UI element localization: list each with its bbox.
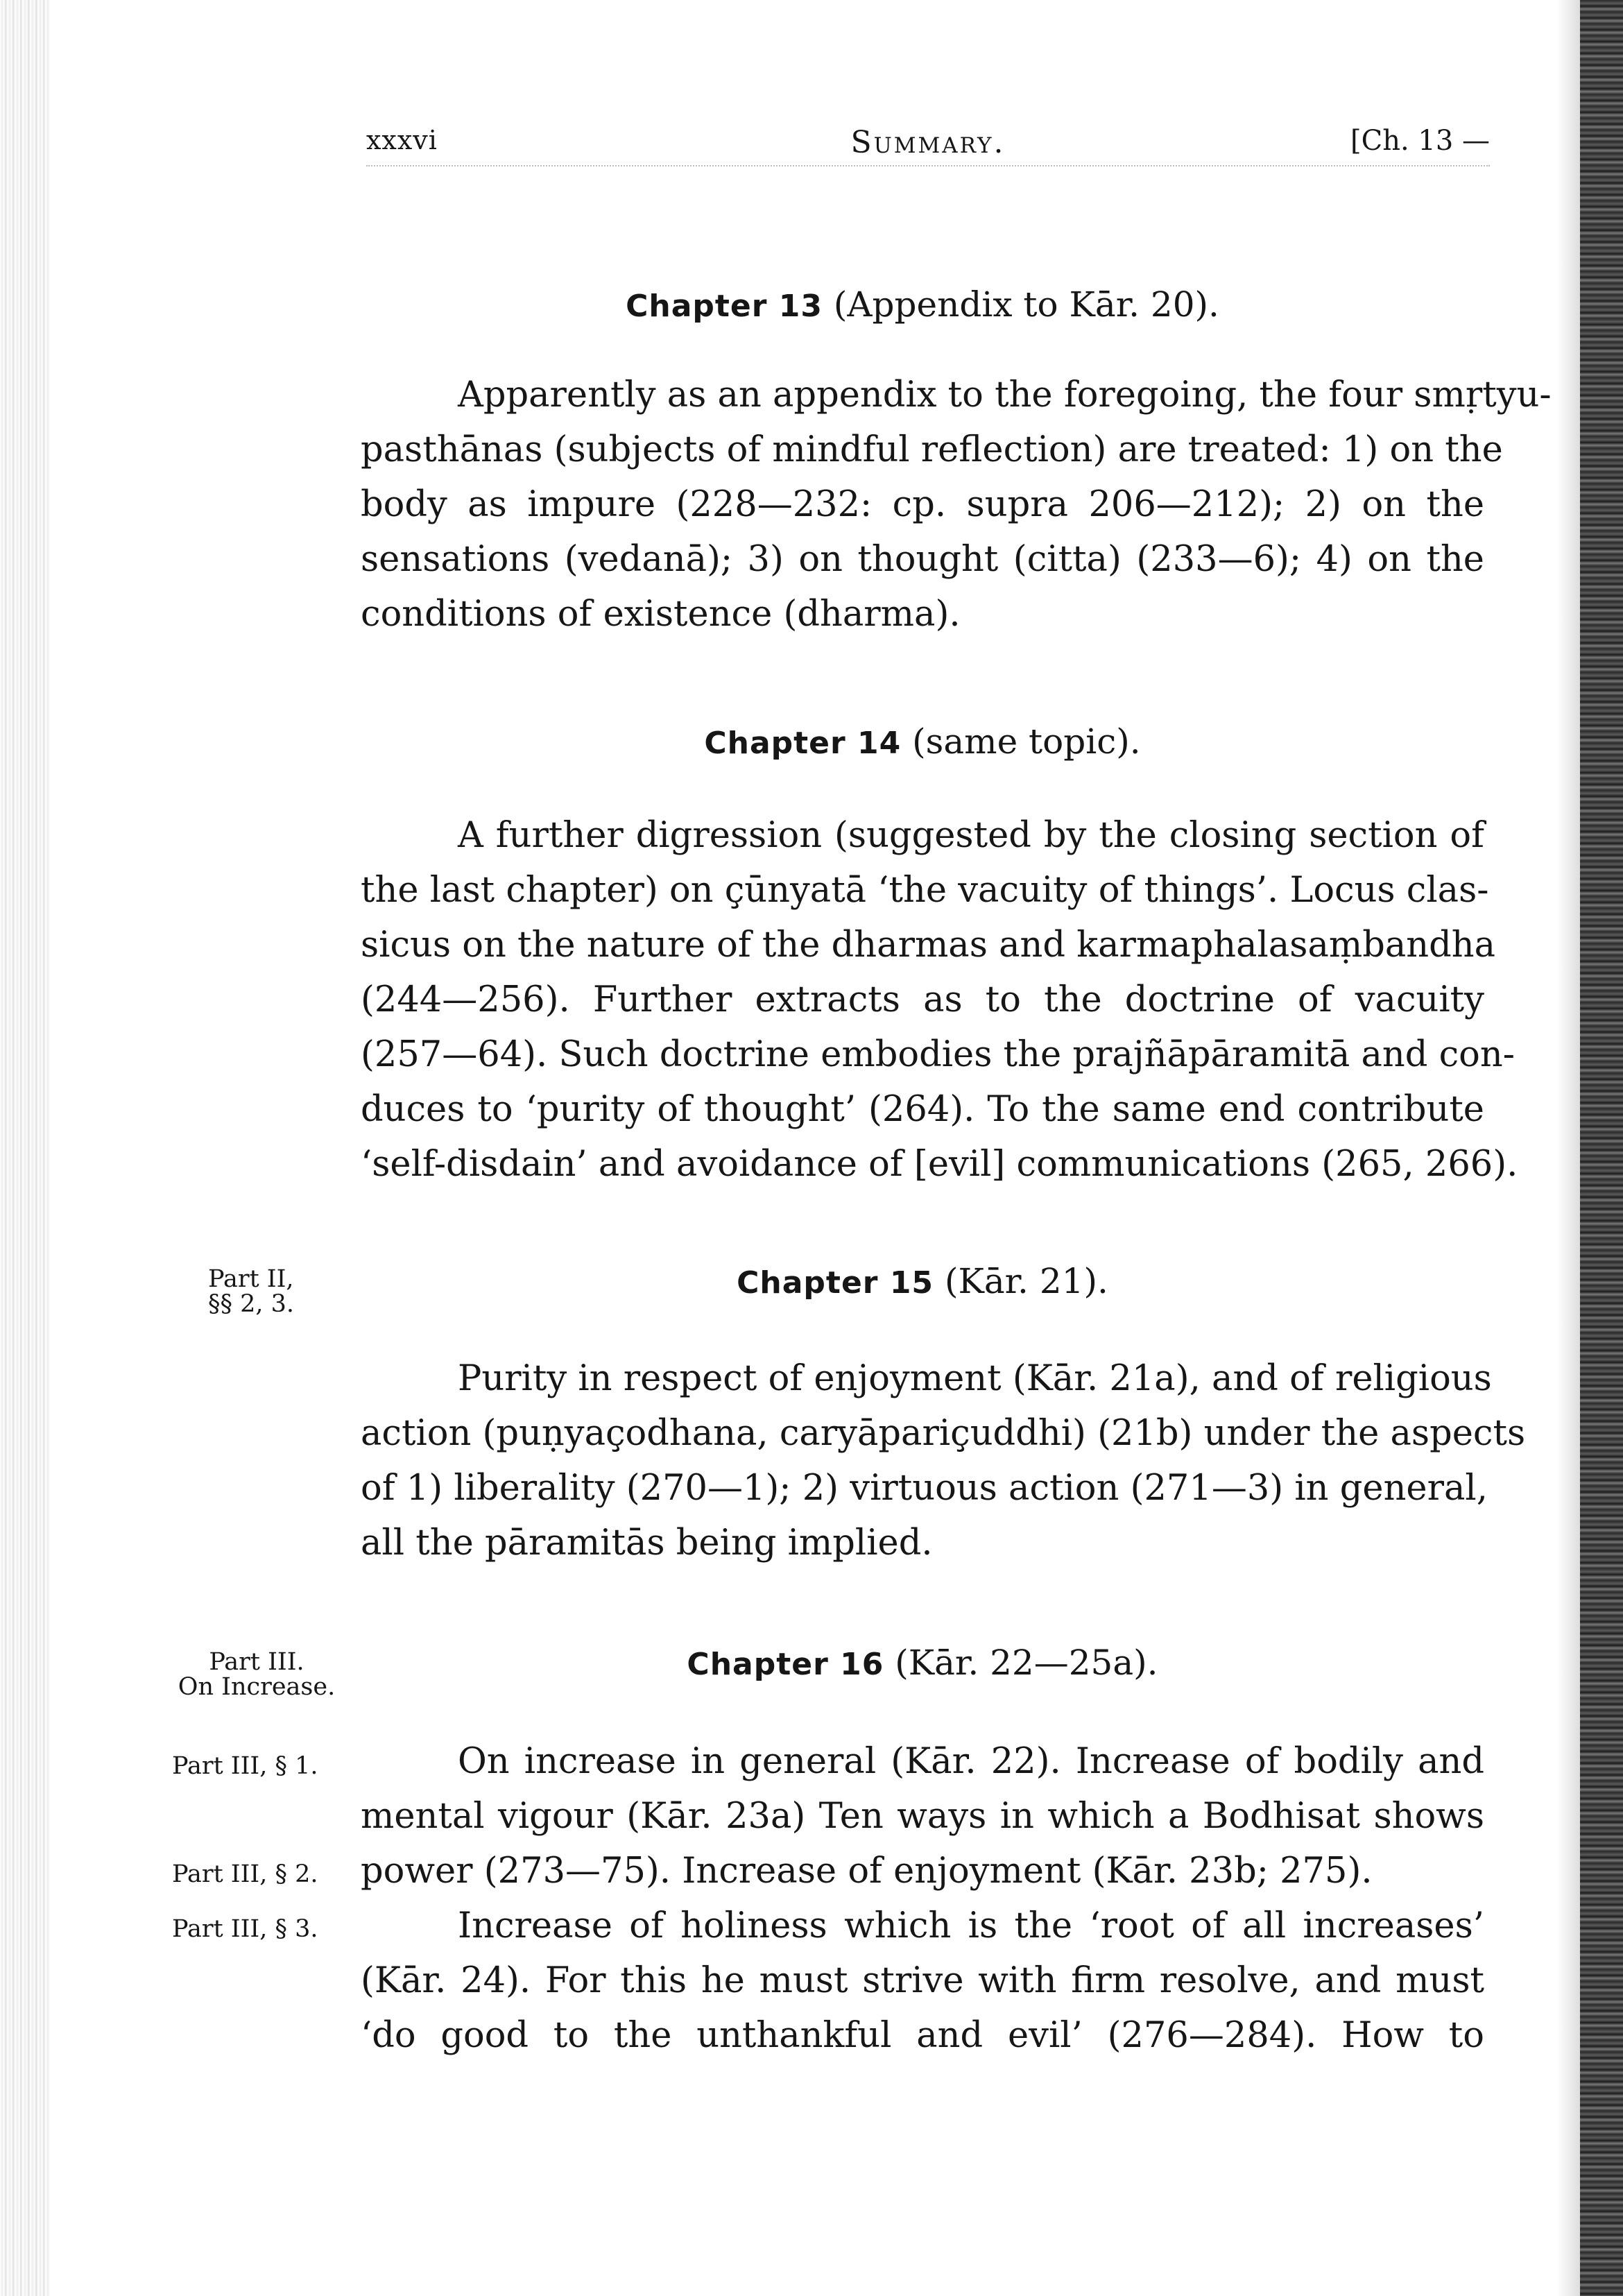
chapter-heading-rest: (Kār. 22—25a). <box>884 1643 1158 1683</box>
margin-note-line: §§ 2, 3. <box>208 1290 295 1318</box>
text-line: Increase of holiness which is the ‘root of all increases’ <box>458 1905 1484 1946</box>
chapter-heading-label: Chapter 14 <box>704 726 902 761</box>
chapter-heading-label: Chapter 16 <box>687 1647 884 1682</box>
text-line: the last chapter) on çūnyatā ‘the vacuity of things’. Locus clas- <box>361 870 1489 911</box>
chapter-heading-rest: (same topic). <box>901 721 1141 762</box>
chapter-13-heading <box>361 284 1484 325</box>
page-number: xxxvi <box>366 125 438 155</box>
text-line: On increase in general (Kār. 22). Increase of bodily and <box>458 1741 1484 1782</box>
scan-edge-right <box>1580 0 1623 2296</box>
chapter-16-summary <box>361 1734 1484 2063</box>
running-title: Summary. <box>850 125 1006 160</box>
running-reference: [Ch. 13 — <box>1350 125 1490 157</box>
chapter-heading-label: Chapter 15 <box>737 1265 934 1301</box>
margin-note-line: Part II, <box>208 1265 294 1293</box>
text-line: Purity in respect of enjoyment (Kār. 21a), and of religious <box>458 1358 1492 1399</box>
chapter-15-summary <box>361 1351 1526 1570</box>
text-line: power (273—75). Increase of enjoyment (Kār. 23b; 275). <box>361 1851 1373 1892</box>
text-line: body as impure (228—232: cp. supra 206—212); 2) on the <box>361 484 1484 525</box>
chapter-14-heading <box>361 721 1484 762</box>
margin-note-part-3-section-1: Part III, § 1. <box>172 1752 318 1780</box>
margin-note-line: Part III. <box>209 1648 304 1676</box>
text-line: ‘do good to the unthankful and evil’ (276—284). How to <box>361 2015 1484 2056</box>
text-line: conditions of existence (dharma). <box>361 594 961 635</box>
margin-note-part-2 <box>208 1267 294 1317</box>
page-header <box>366 125 1490 173</box>
text-line: (244—256). Further extracts as to the doctrine of vacuity <box>361 979 1484 1020</box>
chapter-heading-label: Chapter 13 <box>626 289 823 324</box>
margin-note-part-3-section-2: Part III, § 2. <box>172 1860 318 1888</box>
text-line: pasthānas (subjects of mindful reflection) are treated: 1) on the <box>361 429 1503 470</box>
chapter-14-summary <box>361 808 1518 1192</box>
chapter-13-summary <box>361 368 1552 642</box>
scan-edge-shadow <box>1556 0 1580 2296</box>
chapter-16-heading <box>361 1643 1484 1683</box>
chapter-heading-rest: (Appendix to Kār. 20). <box>823 284 1219 325</box>
text-line: mental vigour (Kār. 23a) Ten ways in which a Bodhisat shows <box>361 1796 1484 1837</box>
margin-note-line: On Increase. <box>178 1673 336 1701</box>
text-line: (Kār. 24). For this he must strive with firm resolve, and must <box>361 1960 1484 2001</box>
text-line: duces to ‘purity of thought’ (264). To the same end contribute <box>361 1089 1484 1130</box>
text-line: (257—64). Such doctrine embodies the prajñāpāramitā and con- <box>361 1034 1515 1075</box>
scan-edge-left <box>0 0 50 2296</box>
text-line: of 1) liberality (270—1); 2) virtuous action (271—3) in general, <box>361 1468 1488 1509</box>
text-line: sicus on the nature of the dharmas and karmaphalasaṃbandha <box>361 925 1496 966</box>
chapter-15-heading <box>361 1261 1484 1301</box>
text-line: ‘self-disdain’ and avoidance of [evil] communications (265, 266). <box>361 1144 1518 1185</box>
margin-note-part-3-section-3: Part III, § 3. <box>172 1915 318 1943</box>
text-line: A further digression (suggested by the closing section of <box>458 815 1484 856</box>
chapter-heading-rest: (Kār. 21). <box>934 1261 1108 1301</box>
margin-note-part-3 <box>173 1650 340 1699</box>
text-line: Apparently as an appendix to the foregoing, the four smṛtyu- <box>458 375 1552 415</box>
header-rule <box>366 165 1490 166</box>
text-line: action (puṇyaçodhana, caryāpariçuddhi) (21b) under the aspects <box>361 1413 1526 1454</box>
text-line: all the pāramitās being implied. <box>361 1523 933 1563</box>
text-line: sensations (vedanā); 3) on thought (citta) (233—6); 4) on the <box>361 539 1484 580</box>
